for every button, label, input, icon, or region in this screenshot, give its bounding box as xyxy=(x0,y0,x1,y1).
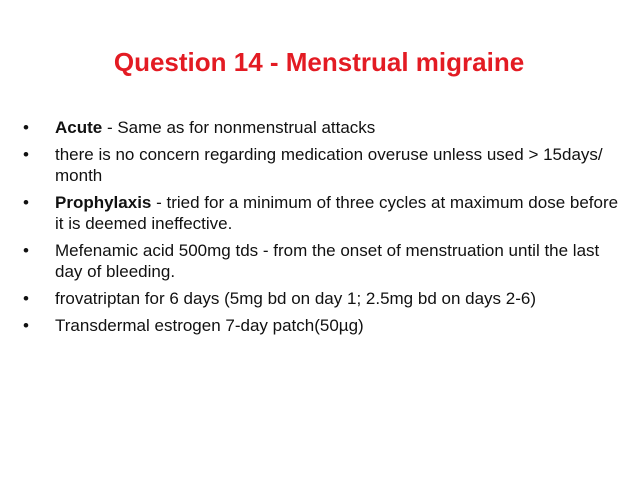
bullet-text: Transdermal estrogen 7-day patch(50µg) xyxy=(55,316,364,335)
bullet-lead: Prophylaxis xyxy=(55,193,152,212)
bullet-dot-icon: • xyxy=(23,241,29,260)
bullet-text: there is no concern regarding medication overuse unless used > 15days/ month xyxy=(55,145,603,185)
bullet-text: frovatriptan for 6 days (5mg bd on day 1; 2.5mg bd on days 2-6) xyxy=(55,289,536,308)
bullet-item-mefenamic-acid xyxy=(23,240,623,282)
bullet-lead: Acute xyxy=(55,118,103,137)
bullet-text: Mefenamic acid 500mg tds - from the onset of menstruation until the last day of bleeding. xyxy=(55,241,600,281)
bullet-item-acute xyxy=(23,117,623,138)
bullet-text: - Same as for nonmenstrual attacks xyxy=(102,118,376,137)
bullet-dot-icon: • xyxy=(23,289,29,308)
bullet-item-medication-overuse xyxy=(23,144,623,186)
bullet-item-frovatriptan xyxy=(23,288,623,309)
bullet-dot-icon: • xyxy=(23,193,29,212)
bullet-item-prophylaxis xyxy=(23,192,623,234)
bullet-dot-icon: • xyxy=(23,118,29,137)
bullet-text: - tried for a minimum of three cycles at maximum dose before it is deemed ineffective. xyxy=(55,193,619,233)
bullet-dot-icon: • xyxy=(23,145,29,164)
slide-title: Question 14 - Menstrual migraine xyxy=(113,47,525,77)
bullet-dot-icon: • xyxy=(23,316,29,335)
bullet-item-transdermal-estrogen xyxy=(23,315,623,336)
bullet-list xyxy=(23,117,623,342)
